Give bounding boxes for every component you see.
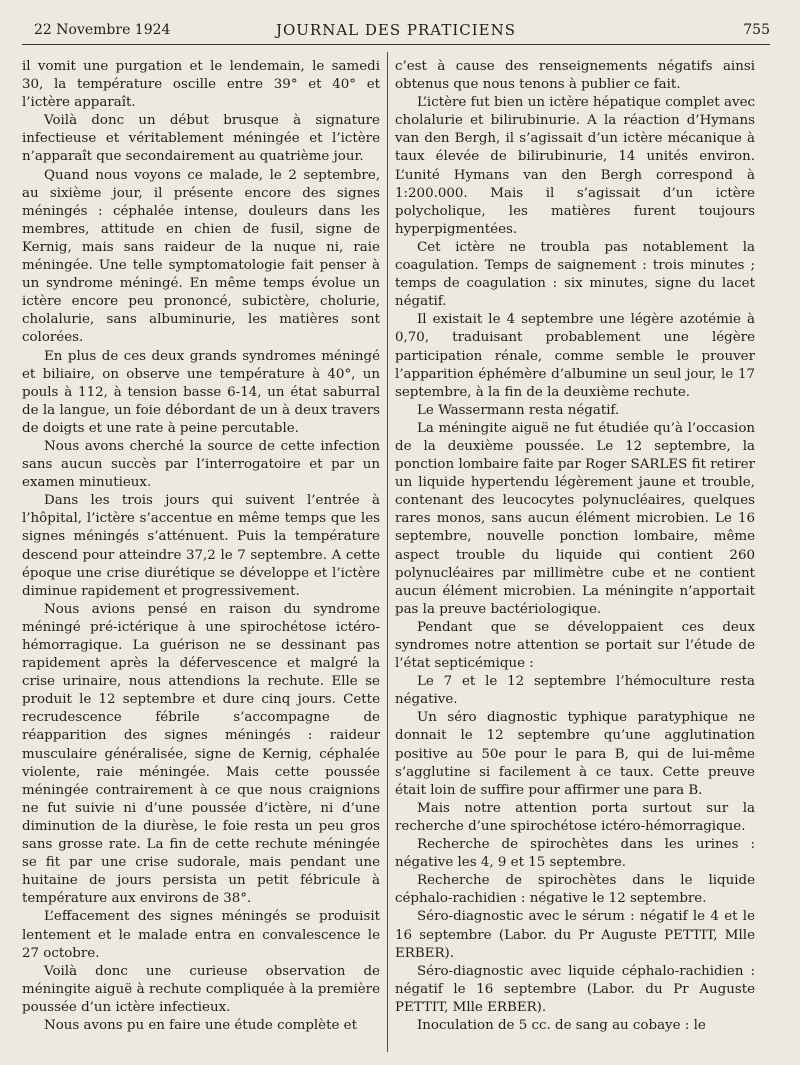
paragraph: c’est à cause des renseignements négatifs ainsi obtenus que nous tenons à publier ce fait. — [395, 59, 755, 93]
journal-title: JOURNAL DES PRATICIENS — [275, 21, 517, 39]
paragraph: Mais notre attention porta surtout sur la recherche d’une spirochétose ictéro-hémorragique. — [395, 800, 755, 834]
paragraph: Voilà donc un début brusque à signature infectieuse et véritablement méningée et l’ictère n’apparaît que secondairement au quatrième jour. — [22, 113, 380, 165]
paragraph: Il existait le 4 septembre une légère azotémie à 0,70, traduisant probablement une légère participation rénale, comme semble le prouver l’apparition éphémère d’albumine un seul jour, le 17 septembre, à la fin de la deuxième rechute. — [395, 312, 755, 400]
paragraph: il vomit une purgation et le lendemain, le samedi 30, la température oscille entre 39° et 40° et l’ictère apparaît. — [22, 59, 380, 111]
paragraph: Inoculation de 5 cc. de sang au cobaye : le — [417, 1017, 706, 1033]
paragraph: Séro-diagnostic avec le sérum : négatif le 4 et le 16 septembre (Labor. du Pr Auguste PETTIT, Mlle ERBER). — [395, 909, 755, 961]
paragraph: Quand nous voyons ce malade, le 2 septembre, au sixième jour, il présente encore des signes méningés : céphalée intense, douleurs dans les membres, attitude en chien de fusil, signe de Kernig, mais sans raideur de la nuque ni, raie méningée. Une telle symptomatologie fait penser à un syndrome méningé. En même temps évolue un ictère encore peu prononcé, subictère, cholurie, cholalurie, sans albuminurie, les matières sont colorées. — [22, 167, 380, 346]
paragraph: En plus de ces deux grands syndromes méningé et biliaire, on observe une température à 40°, un pouls à 112, à tension basse 6-14, un état saburral de la langue, un foie débordant de un à deux travers de doigts et une rate à peine percutable. — [22, 348, 380, 436]
paragraph: Le 7 et le 12 septembre l’hémoculture resta négative. — [395, 674, 755, 708]
paragraph: Nous avons pu en faire une étude complète et — [44, 1017, 357, 1033]
issue-date: 22 Novembre 1924 — [34, 22, 171, 38]
paragraph: L’ictère fut bien un ictère hépatique complet avec cholalurie et bilirubinurie. A la réaction d’Hymans van den Bergh, il s’agissait d’un ictère mécanique à taux élevée de bilirubinurie, 14 unités environ. L’unité Hymans van den Bergh correspond à 1:200.000. Mais il s’agissait d’un ictère polycholique, les matières furent toujours hyperpigmentées. — [395, 95, 755, 237]
running-header — [22, 18, 770, 45]
paragraph: Le Wassermann resta négatif. — [417, 402, 620, 418]
paragraph: Séro-diagnostic avec liquide céphalo-rachidien : négatif le 16 septembre (Labor. du Pr Auguste PETTIT, Mlle ERBER). — [395, 963, 755, 1015]
paragraph: Recherche de spirochètes dans le liquide céphalo-rachidien : négative le 12 septembre. — [395, 873, 755, 907]
paragraph: Dans les trois jours qui suivent l’entrée à l’hôpital, l’ictère s’accentue en même temps que les signes méningés s’atténuent. Puis la température descend pour atteindre 37,2 le 7 septembre. A cette époque une crise diurétique se développe et l’ictère diminue rapidement et progressivement. — [22, 493, 380, 599]
paragraph: Pendant que se développaient ces deux syndromes notre attention se portait sur l’étude de l’état septicémique : — [395, 619, 755, 672]
left-column — [22, 58, 380, 1035]
paragraph: Voilà donc une curieuse observation de méningite aiguë à rechute compliquée à la première poussée d’un ictère infectieux. — [22, 963, 380, 1015]
paragraph: L’effacement des signes méningés se produisit lentement et le malade entra en convalescence le 27 octobre. — [22, 909, 380, 961]
paragraph: Cet ictère ne troubla pas notablement la coagulation. Temps de saignement : trois minutes ; temps de coagulation : six minutes, signe du lacet négatif. — [395, 239, 755, 310]
paragraph: Nous avions pensé en raison du syndrome méningé pré-ictérique à une spirochétose ictéro-hémorragique. La guérison ne se dessinant pas rapidement après la défervescence et malgré la crise urinaire, nous attendions la rechute. Elle se produit le 12 septembre et dure cinq jours. Cette recrudescence fébrile s’accompagne de réapparition des signes méningés : raideur musculaire généralisée, signe de Kernig, céphalée violente, raie méningée. Mais cette poussée méningée contrairement à ce que nous craignions ne fut suivie ni d’une poussée d’ictère, ni d’une diminution de la diurèse, le foie resta un peu gros sans grosse rate. La fin de cette rechute méningée se fit par une crise sudorale, mais pendant une huitaine de jours persista un petit fébricule à température aux environs de 38°. — [22, 601, 380, 907]
paragraph: Nous avons cherché la source de cette infection sans aucun succès par l’interrogatoire et par un examen minutieux. — [22, 438, 380, 491]
column-rule — [387, 52, 388, 1052]
paragraph: La méningite aiguë ne fut étudiée qu’à l’occasion de la deuxième poussée. Le 12 septembre, la ponction lombaire faite par Roger SARLES fit retirer un liquide hypertendu légèrement jaune et trouble, contenant des leucocytes polynucléaires, quelques rares monos, sans aucun élément microbien. Le 16 septembre, nouvelle ponction lombaire, même aspect trouble du liquide qui contient 260 polynucléaires par millimètre cube et ne contient aucun élément microbien. La méningite n’apportait pas la preuve bactériologique. — [395, 420, 755, 617]
paragraph: Un séro diagnostic typhique paratyphique ne donnait le 12 septembre qu’une agglutination positive au 50e pour le para B, qui de lui-même s’agglutine si facilement à ce taux. Cette preuve était loin de suffire pour affirmer une para B. — [395, 710, 755, 798]
page-number: 755 — [743, 22, 770, 38]
paragraph: Recherche de spirochètes dans les urines : négative les 4, 9 et 15 septembre. — [395, 837, 755, 871]
right-column — [395, 58, 755, 1035]
